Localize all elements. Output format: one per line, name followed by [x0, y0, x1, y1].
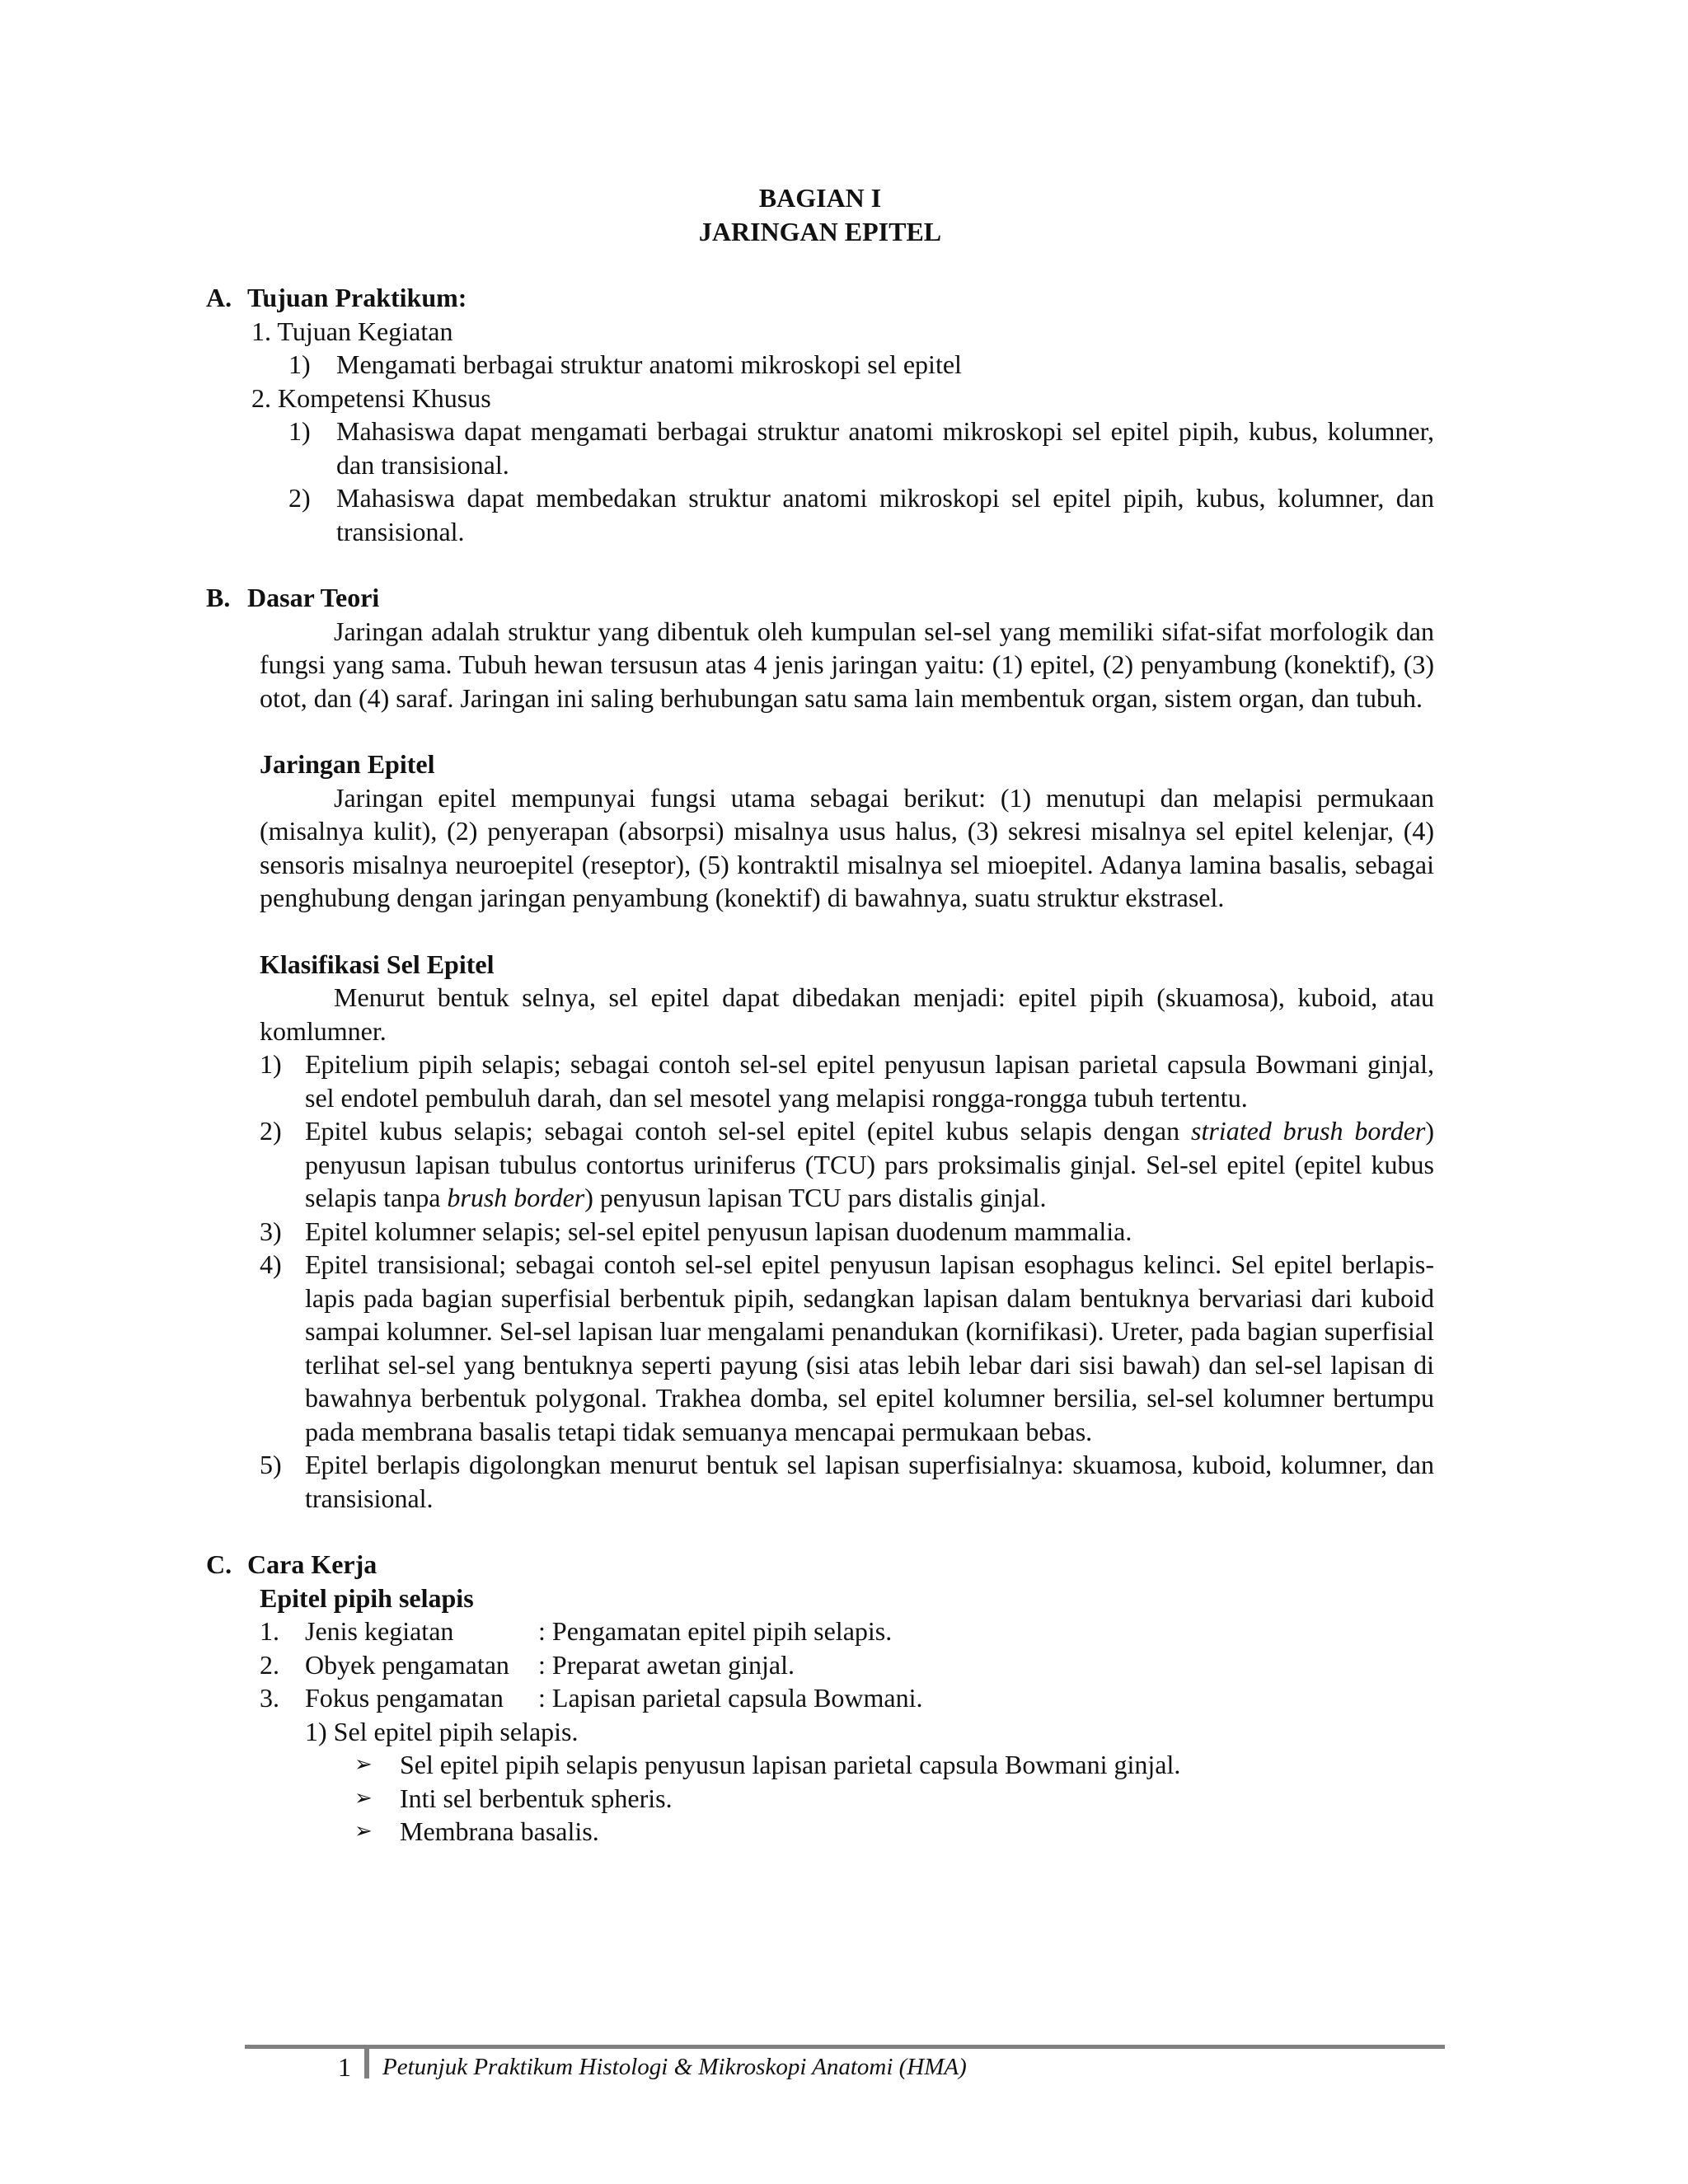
jaringan-epitel-heading: Jaringan Epitel [260, 749, 435, 779]
section-a-title: Tujuan Praktikum: [247, 283, 467, 312]
section-b-body [206, 615, 1434, 1516]
footer-separator [364, 2049, 369, 2079]
klasifikasi-heading: Klasifikasi Sel Epitel [260, 949, 495, 979]
section-c-heading [206, 1548, 1434, 1582]
klasifikasi-item: 5) Epitel berlapis digolongkan menurut bentuk sel lapisan superfisialnya: skuamosa, kuboid, kolumner, dan transisional. [260, 1450, 1434, 1513]
section-c-body [206, 1582, 1434, 1849]
bullet-item: ➢ Sel epitel pipih selapis penyusun lapisan parietal capsula Bowmani ginjal. [260, 1748, 1434, 1782]
focus-item: 1) Sel epitel pipih selapis. [305, 1716, 579, 1746]
arrow-bullet-icon: ➢ [354, 1785, 373, 1811]
italic-term: brush border [447, 1183, 585, 1212]
section-b-title: Dasar Teori [247, 583, 380, 612]
section-a-heading [206, 281, 1434, 315]
klasifikasi-item: 1) Epitelium pipih selapis; sebagai contoh sel-sel epitel penyusun lapisan parietal capsula Bowmani ginjal, sel endotel pembuluh darah, dan sel mesotel yang melapisi rongga-rongga tubuh tertentu. [260, 1049, 1434, 1113]
footer-title: Petunjuk Praktikum Histologi & Mikroskopi Anatomi (HMA) [382, 2054, 967, 2080]
epitel-pipih-heading: Epitel pipih selapis [260, 1582, 474, 1613]
section-b-letter: B. [206, 583, 231, 612]
italic-term: striated brush border [1191, 1116, 1426, 1146]
klasifikasi-item: 2) Epitel kubus selapis; sebagai contoh sel-sel epitel (epitel kubus selapis dengan striated brush border) penyusun lapisan tubulus contortus uriniferus (TCU) pars proksimalis ginjal. Sel-sel epitel (epitel kubus selapis tanpa brush border) penyusun lapisan TCU pars distalis ginjal. [260, 1116, 1435, 1212]
arrow-bullet-icon: ➢ [354, 1819, 373, 1844]
kompetensi-item: 2) Mahasiswa dapat membedakan struktur anatomi mikroskopi sel epitel pipih, kubus, kolumner, dan transisional. [288, 483, 1434, 546]
page-content [206, 181, 1434, 1849]
klasifikasi-paragraph: Menurut bentuk selnya, sel epitel dapat dibedakan menjadi: epitel pipih (skuamosa), kuboid, atau komlumner. [260, 982, 1434, 1046]
kompetensi-item: 1) Mahasiswa dapat mengamati berbagai struktur anatomi mikroskopi sel epitel pipih, kubus, kolumner, dan transisional. [288, 416, 1434, 480]
kompetensi-khusus-label: 2. Kompetensi Khusus [251, 382, 491, 413]
bullet-item: ➢ Inti sel berbentuk spheris. [260, 1782, 1434, 1816]
jaringan-epitel-paragraph: Jaringan epitel mempunyai fungsi utama sebagai berikut: (1) menutupi dan melapisi permukaan (misalnya kulit), (2) penyerapan (absorpsi) misalnya usus halus, (3) sekresi misalnya sel epitel kelenjar, (4) sensoris misalnya neuroepitel (reseptor), (5) kontraktil misalnya sel mioepitel. Adanya lamina basalis, sebagai penghubung dengan jaringan penyambung (konektif) di bawahnya, suatu struktur ekstrasel. [260, 782, 1434, 912]
observation-row: 2. Obyek pengamatan : Preparat awetan ginjal. [260, 1649, 795, 1680]
klasifikasi-item: 3) Epitel kolumner selapis; sel-sel epitel penyusun lapisan duodenum mammalia. [260, 1216, 1132, 1246]
dasar-teori-paragraph: Jaringan adalah struktur yang dibentuk oleh kumpulan sel-sel yang memiliki sifat-sifat morfologik dan fungsi yang sama. Tubuh hewan tersusun atas 4 jenis jaringan yaitu: (1) epitel, (2) penyambung (konektif), (3) otot, dan (4) saraf. Jaringan ini saling berhubungan satu sama lain membentuk organ, sistem organ, dan tubuh. [260, 616, 1434, 713]
section-a-letter: A. [206, 283, 232, 312]
section-c-title: Cara Kerja [247, 1549, 377, 1579]
tujuan-kegiatan-label: 1. Tujuan Kegiatan [251, 316, 453, 346]
chapter-title: JARINGAN EPITEL [698, 216, 942, 246]
page-number: 1 [338, 2052, 351, 2082]
section-b-heading [206, 581, 1434, 615]
footer-divider [245, 2045, 1445, 2049]
section-c-letter: C. [206, 1549, 232, 1579]
tujuan-kegiatan-item: 1) Mengamati berbagai struktur anatomi mikroskopi sel epitel [288, 349, 962, 379]
arrow-bullet-icon: ➢ [354, 1752, 373, 1777]
bullet-item: ➢ Membrana basalis. [260, 1815, 1434, 1849]
klasifikasi-item: 4) Epitel transisional; sebagai contoh sel-sel epitel penyusun lapisan esophagus kelinci. Sel epitel berlapis-lapis pada bagian superfisial berbentuk pipih, sedangkan lapisan dalam bentuknya bervariasi dari kuboid sampai kolumner. Sel-sel lapisan luar mengalami penandukan (kornifikasi). Ureter, pada bagian superfisial terlihat sel-sel yang bentuknya seperti payung (sisi atas lebih lebar dari sisi bawah) dan sel-sel lapisan di bawahnya berbentuk polygonal. Trakhea domba, sel epitel kolumner bersilia, sel-sel kolumner bertumpu pada membrana basalis tetapi tidak semuanya mencapai permukaan bebas. [260, 1249, 1434, 1446]
chapter-label: BAGIAN I [758, 183, 882, 213]
observation-row: 3. Fokus pengamatan : Lapisan parietal capsula Bowmani. [260, 1683, 923, 1713]
observation-row: 1. Jenis kegiatan : Pengamatan epitel pipih selapis. [260, 1616, 893, 1646]
